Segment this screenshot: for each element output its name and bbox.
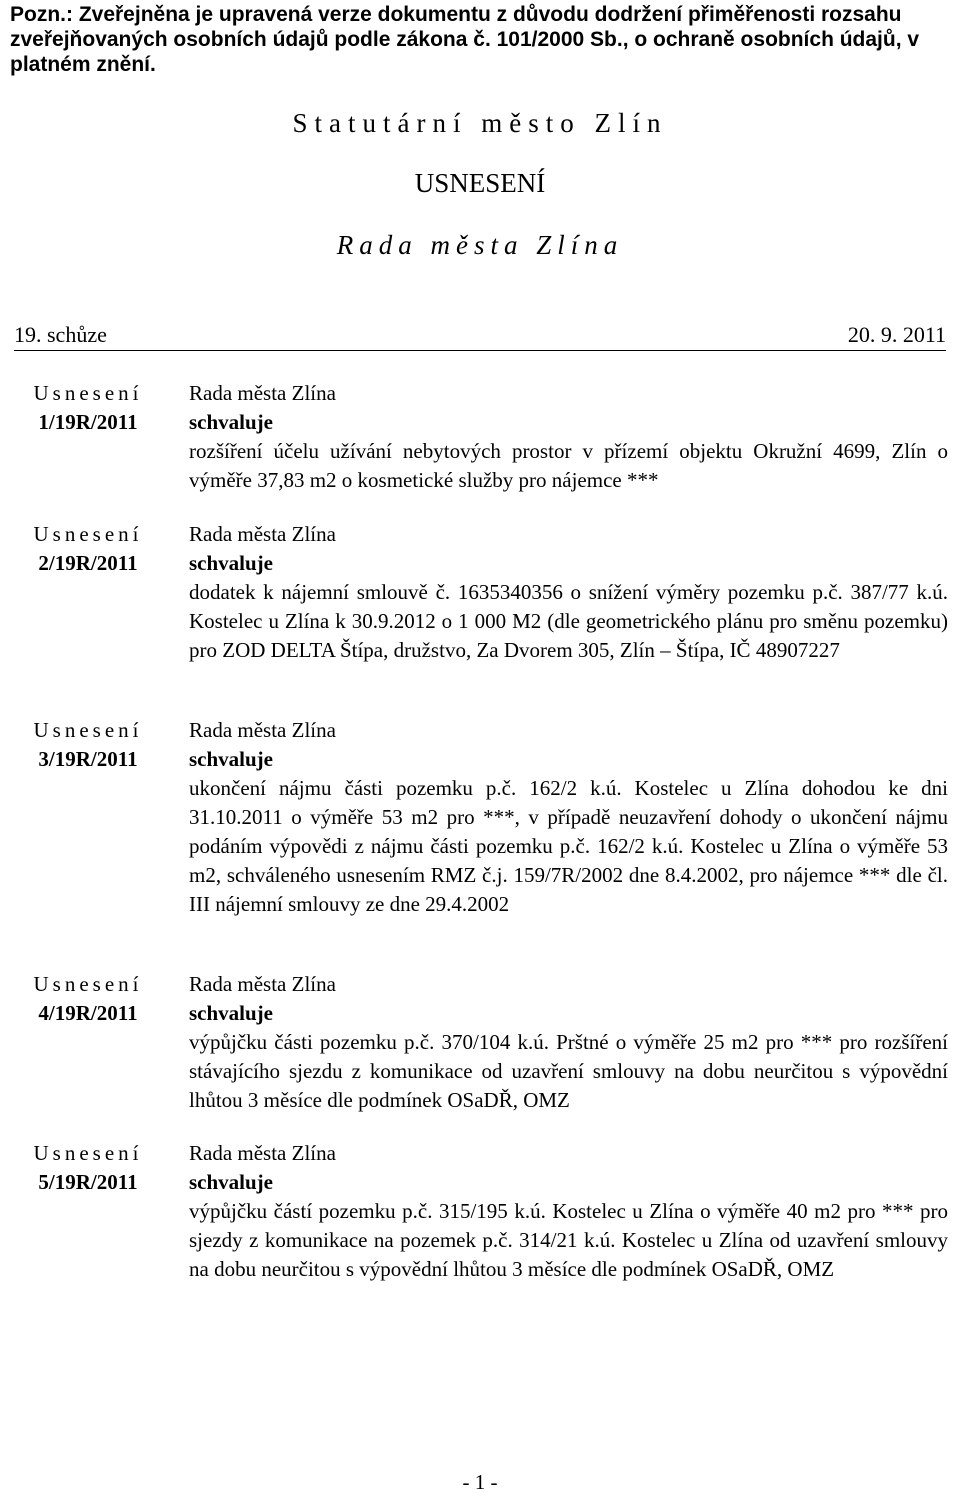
council-name: Rada města Zlína xyxy=(336,230,624,260)
resolution-number: 3/19R/2011 xyxy=(38,747,138,771)
resolution-verb: schvaluje xyxy=(189,747,273,771)
resolution-word: Usnesení xyxy=(33,972,143,996)
resolution-verb: schvaluje xyxy=(189,551,273,575)
resolution-label xyxy=(18,520,158,578)
resolution-text: výpůjčku části pozemku p.č. 370/104 k.ú. Prštné o výměře 25 m2 pro *** pro rozšíření stávajícího sjezdu z komunikace od uzavření smlouvy na dobu neurčitou s výpovědní lhůtou 3 měsíce dle podmínek OSaDŘ, OMZ xyxy=(189,1030,948,1112)
resolution-word: Usnesení xyxy=(33,522,143,546)
resolution-word: Usnesení xyxy=(33,381,143,405)
resolution-word: Usnesení xyxy=(33,718,143,742)
resolution-text: výpůjčku částí pozemku p.č. 315/195 k.ú. Kostelec u Zlína o výměře 40 m2 pro *** pro sjezdy z komunikace na pozemek p.č. 314/21 k.ú. Kostelec u Zlína od uzavření smlouvy na dobu neurčitou s výpovědní lhůtou 3 měsíce dle podmínek OSaDŘ, OMZ xyxy=(189,1199,948,1281)
resolution-body xyxy=(189,379,948,495)
resolution-verb: schvaluje xyxy=(189,410,273,434)
resolution-label xyxy=(18,716,158,774)
resolution-text: rozšíření účelu užívání nebytových prostor v přízemí objektu Okružní 4699, Zlín o výměře 37,83 m2 o kosmetické služby pro nájemce *** xyxy=(189,439,948,492)
resolution-verb: schvaluje xyxy=(189,1170,273,1194)
document-title: USNESENÍ xyxy=(414,168,546,198)
resolution-authority: Rada města Zlína xyxy=(189,1141,336,1165)
resolution-body xyxy=(189,716,948,919)
resolution-text: dodatek k nájemní smlouvě č. 1635340356 o snížení výměry pozemku p.č. 387/77 k.ú. Kostelec u Zlína k 30.9.2012 o 1 000 M2 (dle geometrického plánu pro směnu pozemku) pro ZOD DELTA Štípa, družstvo, Za Dvorem 305, Zlín – Štípa, IČ 48907227 xyxy=(189,580,948,662)
resolution-body xyxy=(189,1139,948,1284)
meeting-line xyxy=(14,322,946,351)
resolution-number: 1/19R/2011 xyxy=(38,410,138,434)
resolution-authority: Rada města Zlína xyxy=(189,522,336,546)
resolution-label xyxy=(18,970,158,1028)
resolution-authority: Rada města Zlína xyxy=(189,381,336,405)
resolution-body xyxy=(189,970,948,1115)
resolution-body xyxy=(189,520,948,665)
meeting-session: 19. schůze xyxy=(14,322,107,347)
resolution-authority: Rada města Zlína xyxy=(189,972,336,996)
resolution-verb: schvaluje xyxy=(189,1001,273,1025)
resolution-number: 5/19R/2011 xyxy=(38,1170,138,1194)
resolution-number: 2/19R/2011 xyxy=(38,551,138,575)
resolution-label xyxy=(18,1139,158,1197)
city-name: Statutární město Zlín xyxy=(292,108,668,138)
resolution-authority: Rada města Zlína xyxy=(189,718,336,742)
page-number: - 1 - xyxy=(462,1470,498,1494)
resolution-text: ukončení nájmu části pozemku p.č. 162/2 k.ú. Kostelec u Zlína dohodou ke dni 31.10.2011 o výměře 53 m2 pro ***, v případě neuzavření dohody o ukončení nájmu podáním výpovědi z nájmu části pozemku p.č. 162/2 k.ú. Kostelec u Zlína o výměře 53 m2, schváleného usnesením RMZ č.j. 159/7R/2002 dne 8.4.2002, pro nájemce *** dle čl. III nájemní smlouvy ze dne 29.4.2002 xyxy=(189,776,948,916)
privacy-note: Pozn.: Zveřejněna je upravená verze dokumentu z důvodu dodržení přiměřenosti rozsahu zveřejňovaných osobních údajů podle zákona č. 101/2000 Sb., o ochraně osobních údajů, v platném znění. xyxy=(10,3,920,76)
resolution-number: 4/19R/2011 xyxy=(38,1001,138,1025)
meeting-date: 20. 9. 2011 xyxy=(847,322,946,347)
resolution-word: Usnesení xyxy=(33,1141,143,1165)
resolution-label xyxy=(18,379,158,437)
